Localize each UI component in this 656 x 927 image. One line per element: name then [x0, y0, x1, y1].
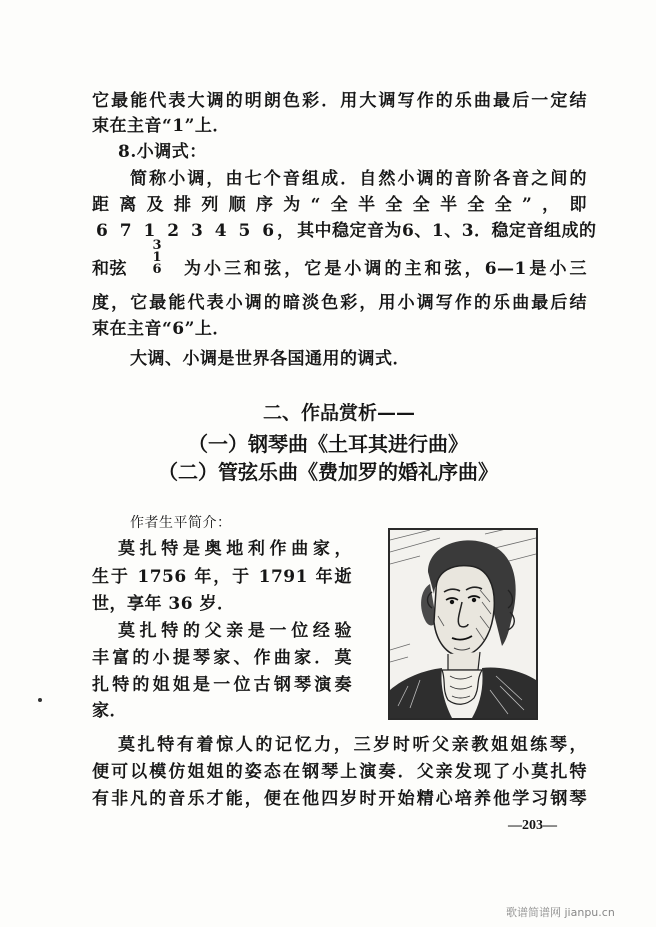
text-line: 扎特的姐姐是一位古钢琴演奏 [92, 675, 352, 695]
work-title: （一）钢琴曲《土耳其进行曲》 [188, 432, 468, 456]
chord-note: 6 [152, 262, 162, 277]
chord-note: 3 [152, 238, 162, 253]
text-line [96, 220, 597, 242]
text-line: 便可以模仿姐姐的姿态在钢琴上演奏．父亲发现了小莫扎特 [92, 762, 587, 782]
portrait-engraving [390, 530, 536, 718]
text-line: 为小三和弦，它是小调的主和弦，6—1是小三 [184, 259, 587, 279]
text-line: 束在主音“6”上． [92, 319, 230, 339]
section-heading: 8.小调式： [118, 142, 207, 162]
text-line: 丰富的小提琴家、作曲家．莫 [92, 648, 352, 668]
work-title: （二）管弦乐曲《费加罗的婚礼序曲》 [158, 460, 498, 484]
scan-mark [38, 698, 42, 702]
text-line: 莫扎特有着惊人的记忆力，三岁时听父亲教姐姐练琴， [118, 735, 587, 755]
text-line: 简称小调，由七个音组成．自然小调的音阶各音之间的 [130, 169, 587, 189]
section-title: 二、作品赏析—— [262, 402, 415, 424]
text-line: 生于 1756 年，于 1791 年逝 [92, 567, 352, 587]
text-line: 有非凡的音乐才能，便在他四岁时开始精心培养他学习钢琴 [92, 789, 587, 809]
text-line: 莫扎特的父亲是一位经验 [118, 621, 352, 641]
text-line: 束在主音“1”上． [92, 116, 230, 136]
scale-notation: 6 7 1 2 3 4 5 6， [96, 221, 298, 241]
bio-heading: 作者生平简介： [130, 515, 232, 531]
text-segment: 和弦 [92, 259, 127, 279]
text-line: 世，享年 36 岁． [92, 594, 235, 614]
text-line: 家． [92, 701, 127, 721]
chord-notation [150, 240, 164, 276]
text-segment: 其中稳定音为6、1、3．稳定音组成的 [297, 221, 597, 241]
watermark: 歌谱简谱网 jianpu.cn [506, 906, 615, 919]
text-line: 大调、小调是世界各国通用的调式． [130, 349, 410, 369]
text-line: 莫扎特是奥地利作曲家， [118, 539, 352, 559]
mozart-portrait [388, 528, 538, 720]
text-line: 距离及排列顺序为“全半全全半全全”，即 [92, 195, 587, 215]
chord-note: 1 [152, 250, 162, 265]
text-line: 度，它最能代表小调的暗淡色彩，用小调写作的乐曲最后结 [92, 293, 587, 313]
page-number: —203— [508, 818, 557, 833]
text-line: 它最能代表大调的明朗色彩．用大调写作的乐曲最后一定结 [92, 91, 587, 111]
